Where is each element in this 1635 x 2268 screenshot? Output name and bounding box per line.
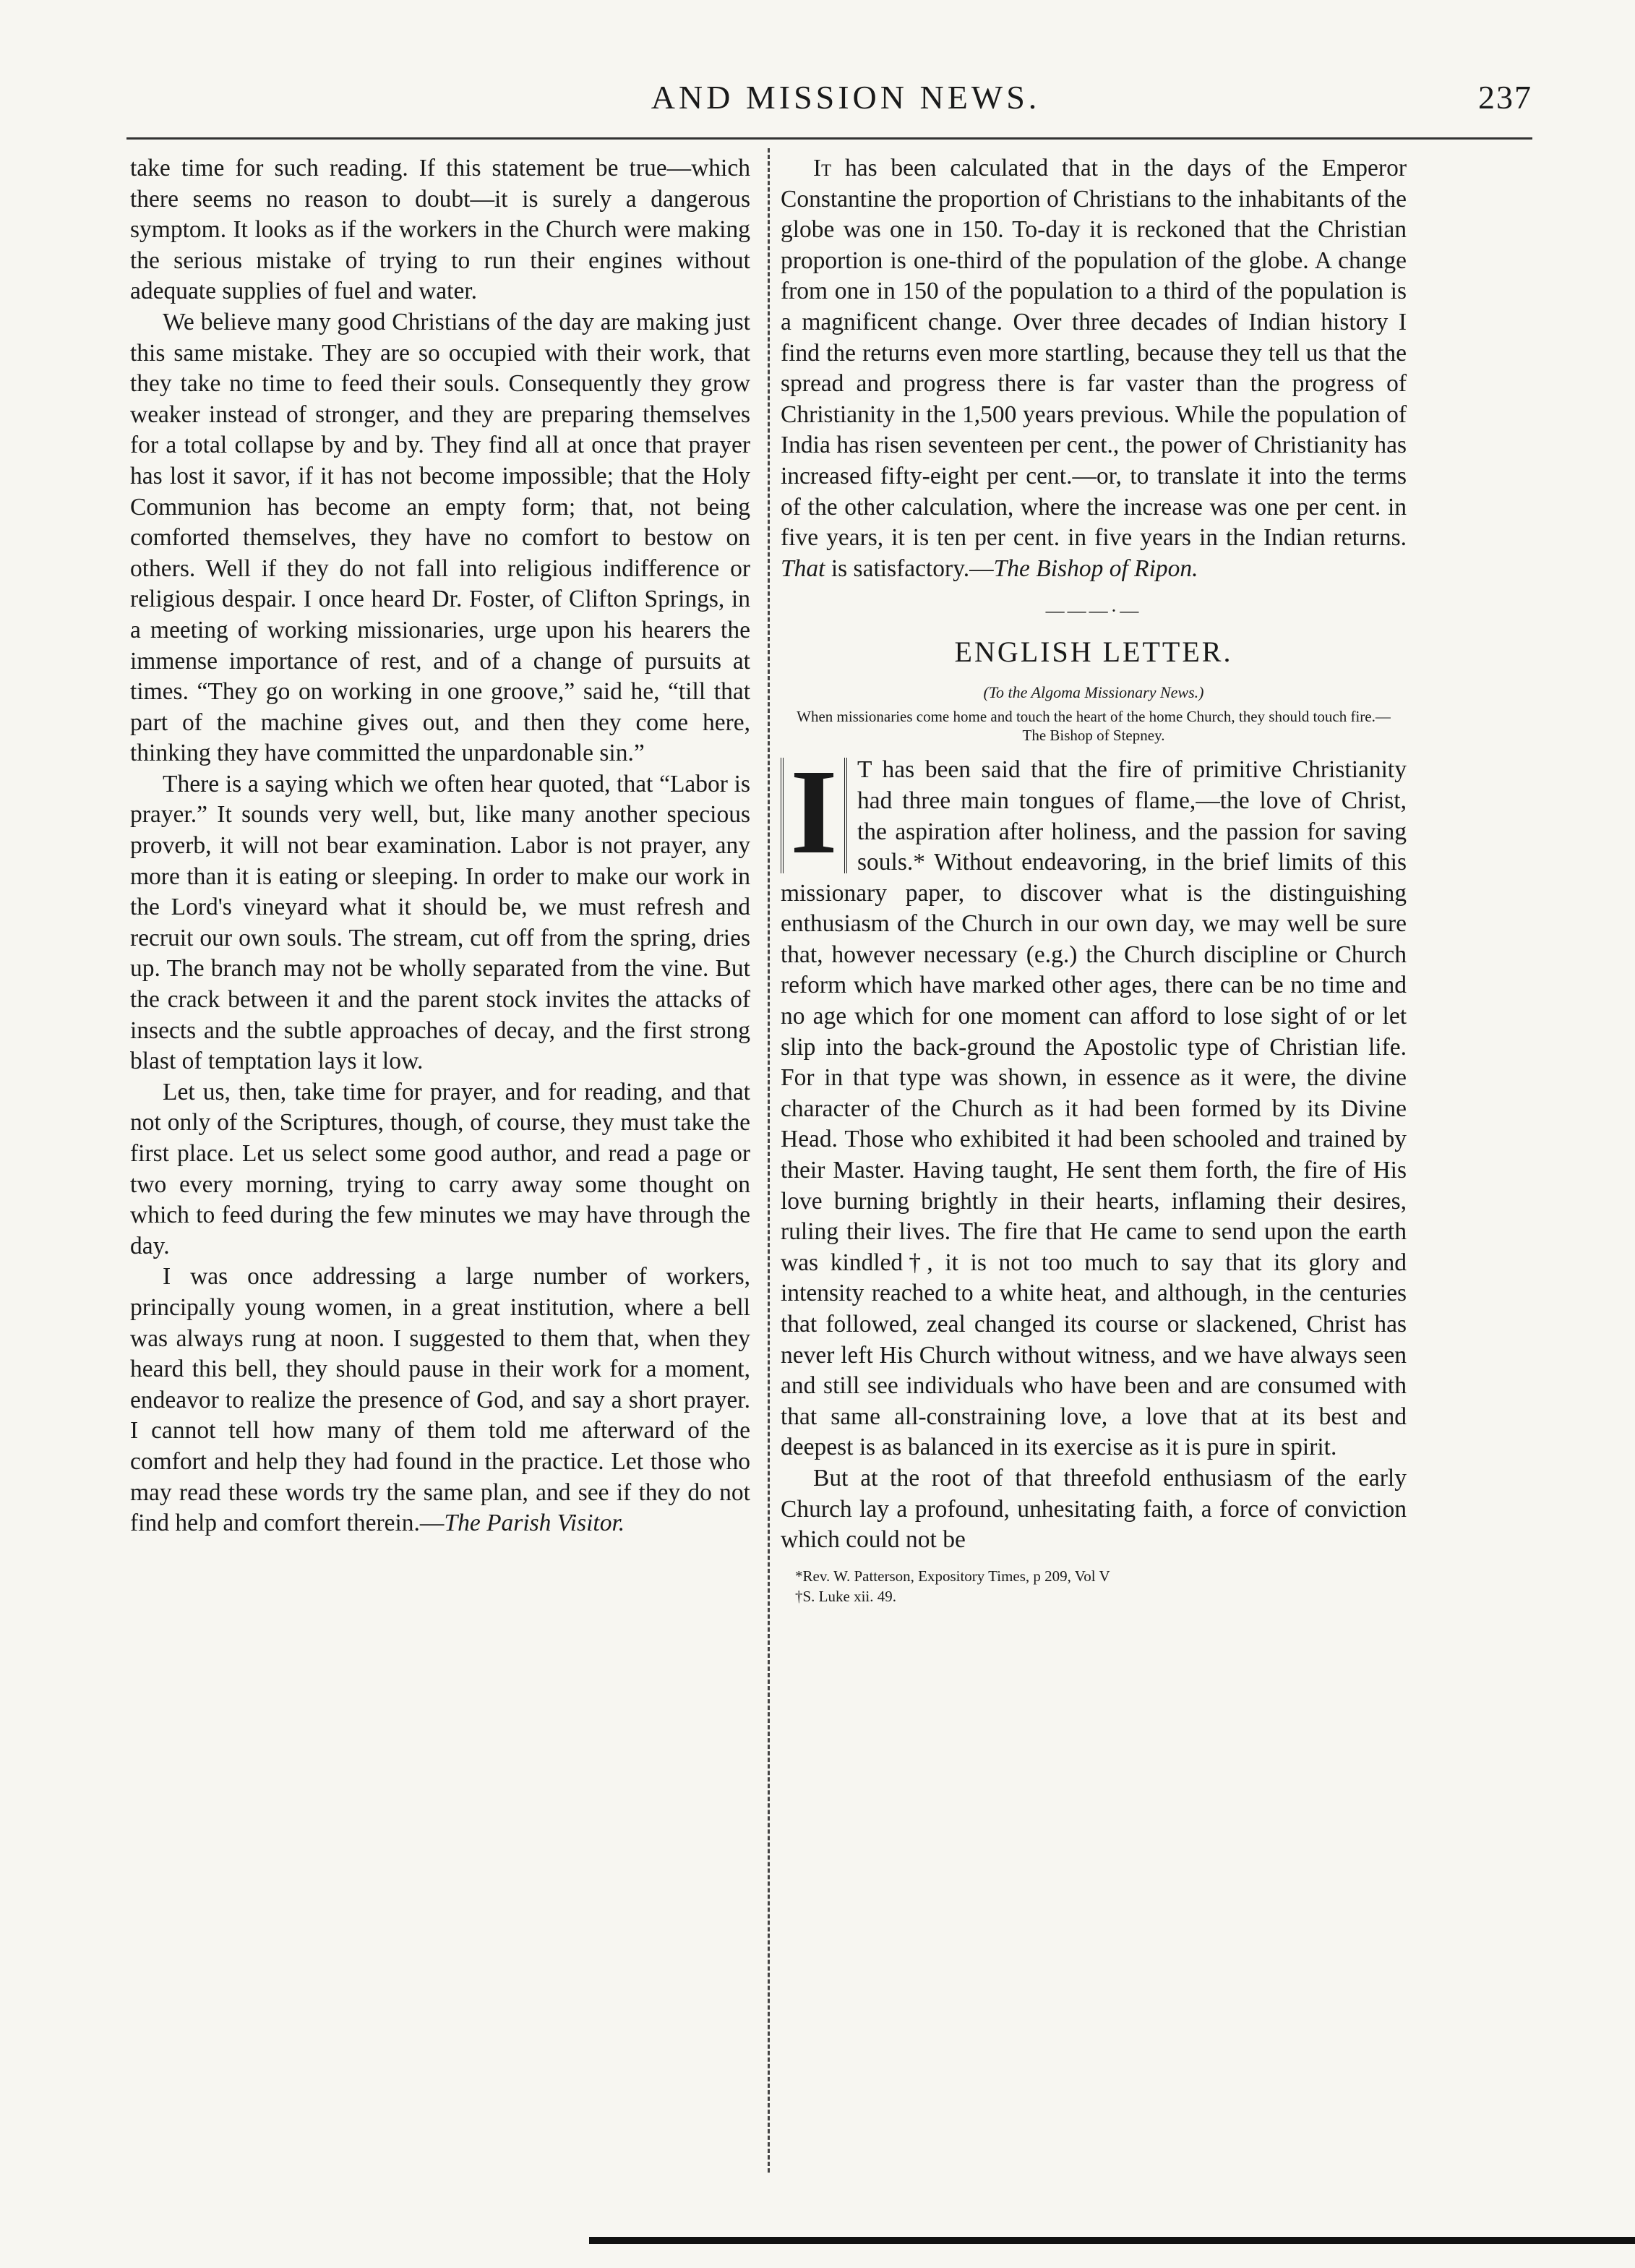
column-divider [768,148,770,2173]
opening-paragraph [781,153,1407,584]
section-dedication: (To the Algoma Missionary News.) [983,683,1204,702]
paragraph: There is a saying which we often hear quoted, that “Labor is prayer.” It sounds very well, but, like many another specious proverb, it will not bear examination. Labor is not prayer, any more than it is eating or sleeping. In order to make our work in the Lord's vineyard what it should be, we must refresh and recruit our own souls. The stream, cut off from the spring, dries up. The branch may not be wholly separated from the vine. But the crack between it and the parent stock invites the attacks of insects and the subtle approaches of decay, and the first strong blast of temptation lays it low. [130,770,750,1075]
dropcap: I [781,758,847,873]
footnotes [781,1566,1407,1606]
running-title: AND MISSION NEWS. [651,79,1041,116]
emphasis: That [781,555,825,582]
section-title: ENGLISH LETTER. [954,636,1233,669]
paragraph: We believe many good Christians of the day are making just this same mistake. They are so occupied with their work, that they take no time to feed their souls. Consequently they grow weaker instead of stronger, and they are preparing themselves for a total collapse by and by. They find all at once that prayer has lost it savor, if it has not become impossible; that the Holy Communion has become an empty form; that, not being comforted themselves, they have no comfort to bestow on others. Well if they do not fall into religious indifference or religious despair. I once heard Dr. Foster, of Clifton Springs, in a meeting of working missionaries, urge upon his hearers the immense importance of rest, and of a change of pursuits at times. “They go on working in one groove,” said he, “till that part of the machine gives out, and then they come here, thinking they have committed the unpardonable sin.” [130,308,750,767]
right-column [781,153,1407,1606]
paragraph: take time for such reading. If this statement be true—which there seems no reason to doubt—it is surely a dangerous symptom. It looks as if the workers in the Church were making the serious mistake of trying to run their engines without adequate supplies of fuel and water. [130,155,750,305]
paragraph: T has been said that the fire of primitive Christianity had three main tongues of flame,—the love of Christ, the aspiration after holiness, and the passion for saving souls.* Without endeavoring, in the brief limits of this missionary paper, to discover what is the distinguishing enthusiasm of the Church in our own day, we may well be sure that, however necessary (e.g.) the Church discipline or Church reform which have marked other ages, there can be no time and no age which for one moment can afford to lose sight of or let slip into the back-ground the Apostolic type of Christian life. For in that type was shown, in essence as it were, the divine character of the Church as it had been formed by its Divine Head. Those who exhibited it had been schooled and trained by their Master. Having taught, He sent them forth, the fire of His love burning brightly in their hearts, inflaming their desires, ruling their lives. The fire that He came to send upon the earth was kindled†, it is not too much to say that its glory and intensity reached to a white heat, and although, in the centuries that followed, zeal changed its course or slackened, Christ has never left His Church without witness, and we have always seen and still see individuals who have been and are consumed with that same all-constraining love, a love that at its best and deepest is as balanced in its exercise as it is pure in spirit. [781,756,1407,1461]
paragraph: Let us, then, take time for prayer, and for reading, and that not only of the Scriptures, though, of course, they must take the first place. Let us select some good author, and read a page or two every morning, trying to carry away some thought on which to feed during the few minutes we may have through the day. [130,1078,750,1259]
paragraph: But at the root of that threefold enthusiasm of the early Church lay a profound, unhesitating faith, a force of conviction which could not be [781,1464,1407,1554]
header-rule [126,137,1532,140]
left-column [130,153,750,1539]
paragraph-closing [130,1262,750,1539]
opening-text: has been calculated that in the days of the Emperor Constantine the proportion of Christians to the inhabitants of the globe was one in 150. To-day it is reckoned that the Christian proportion is one-third of the population of the globe. A change from one in 150 of the population to a third of the population is a magnificent change. Over three decades of Indian history I find the returns even more startling, because they tell us that the spread and progress there is far vaster than the progress of Christianity in the 1,500 years previous. While the population of India has risen seventeen per cent., the power of Christianity has increased fifty-eight per cent.—or, to translate it into the terms of the other calculation, where the increase was one per cent. in five years, it is ten per cent. in five years in the Indian returns. [781,155,1407,552]
opening-lead: It [813,155,832,181]
section-ornament: ———·— [1045,600,1142,622]
paragraph-text: I was once addressing a large number of workers, principally young women, in a great institution, where a bell was always rung at noon. I suggested to them that, when they heard this bell, they should pause in their work for a moment, endeavor to realize the presence of God, and say a short prayer. I cannot tell how many of them told me afterward of the comfort and help they had found in the practice. Let those who may read these words try the same plan, and see if they do not find help and comfort therein.— [130,1263,750,1537]
epigraph: When missionaries come home and touch the heart of the home Church, they should touch fire.—The Bishop of Stepney. [797,708,1391,745]
source-citation: The Parish Visitor. [444,1510,625,1537]
page-number: 237 [1478,79,1532,116]
opening-tail: is satisfactory.— [825,555,994,582]
source-citation: The Bishop of Ripon. [993,555,1198,582]
footnote: *Rev. W. Patterson, Expository Times, p 209, Vol V [795,1567,1110,1585]
page-header [130,78,1532,121]
footnote: †S. Luke xii. 49. [795,1587,896,1605]
letter-body [781,745,1407,1555]
bottom-rule [589,2237,1635,2244]
